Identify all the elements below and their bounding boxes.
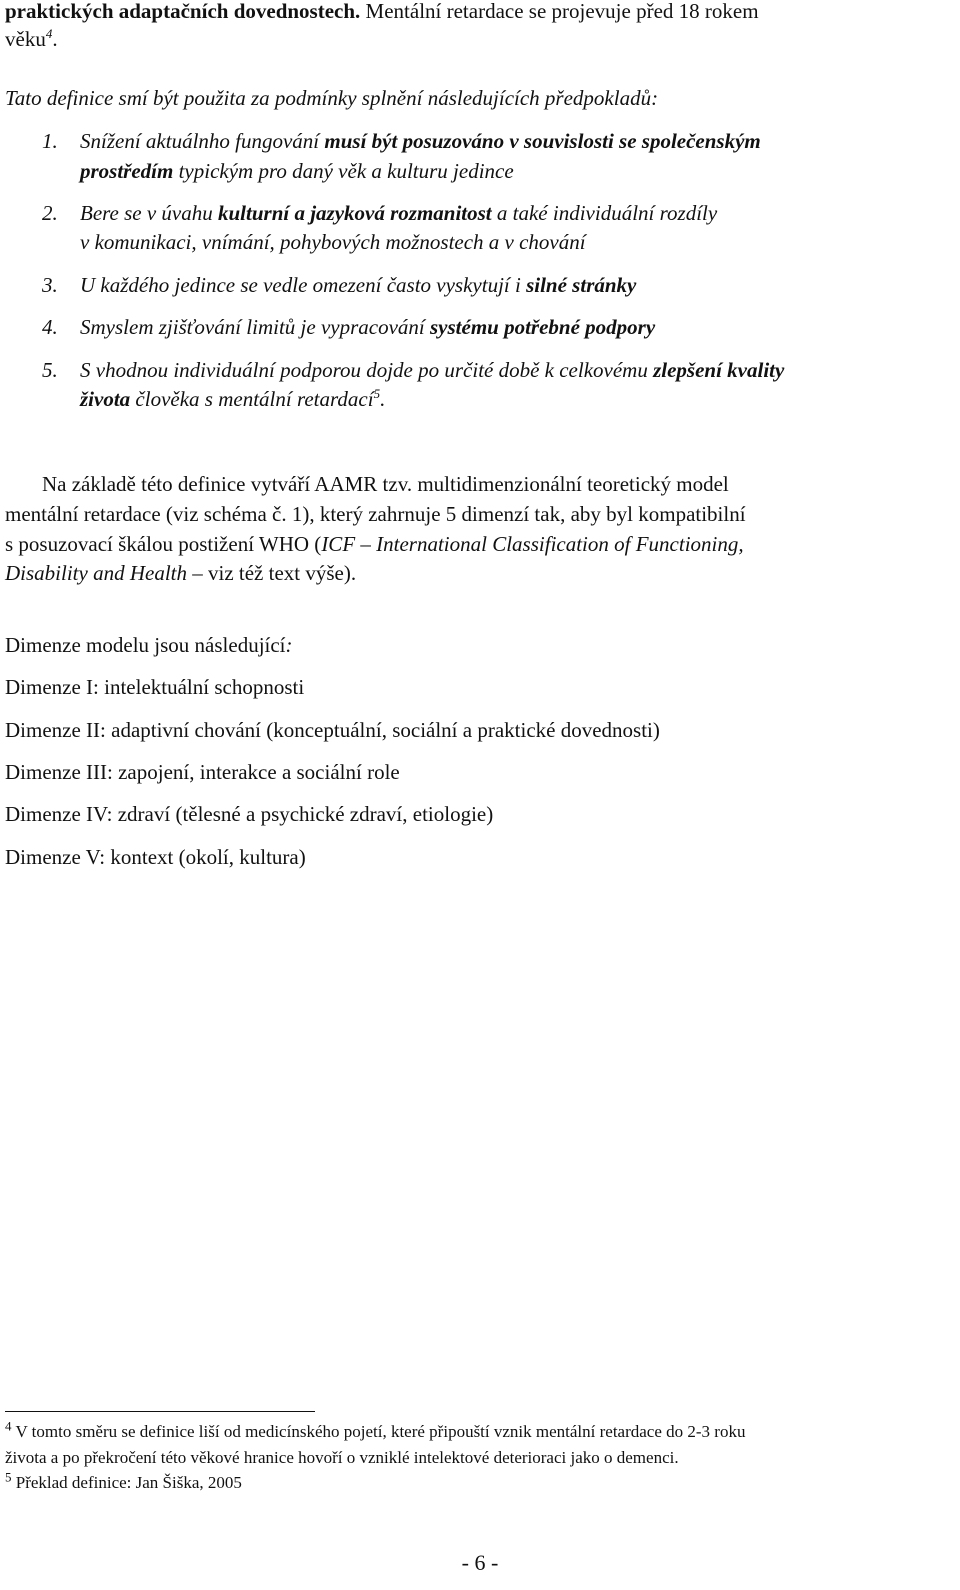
footnote-separator xyxy=(5,1411,315,1412)
footnote-ref-4: 4 xyxy=(45,26,53,41)
condition-emphasis: systému potřebné podpory xyxy=(430,315,656,339)
dimensions-heading-text: Dimenze modelu jsou následující xyxy=(5,633,286,657)
footnote-text: V tomto směru se definice liší od medicínského pojetí, které připouští vznik mentální retardace do 2-3 roku xyxy=(11,1422,746,1441)
condition-text: . xyxy=(380,387,386,411)
footnote-ref-5: 5 xyxy=(373,386,381,401)
condition-number: 3. xyxy=(42,273,58,297)
paragraph-italic-text: ICF – International Classification of Functioning, xyxy=(321,532,744,556)
condition-text: Smyslem zjišťování limitů je vypracování xyxy=(80,315,430,339)
intro-text: Mentální retardace se projevuje před 18 rokem xyxy=(360,0,759,23)
dimensions-heading xyxy=(5,631,293,660)
intro-text: věku xyxy=(5,27,46,51)
condition-text: Snížení aktuálnho fungování xyxy=(80,129,325,153)
page-number: - 6 - xyxy=(461,1550,499,1575)
condition-emphasis: života xyxy=(80,387,131,411)
dimension-4: Dimenze IV: zdraví (tělesné a psychické zdraví, etiologie) xyxy=(5,802,494,826)
condition-emphasis: kulturní a jazyková rozmanitost xyxy=(218,201,492,225)
intro-text: . xyxy=(52,27,58,51)
condition-4-line-1 xyxy=(80,313,655,342)
model-paragraph-line-1: Na základě této definice vytváří AAMR tzv. multidimenzionální teoretický model xyxy=(42,472,729,496)
condition-1-line-2 xyxy=(80,157,514,186)
dimensions-heading-colon: : xyxy=(285,633,293,657)
footnote-text: Překlad definice: Jan Šiška, 2005 xyxy=(11,1473,242,1492)
condition-text: U každého jedince se vedle omezení často vyskytují i xyxy=(80,273,527,297)
model-paragraph-line-3 xyxy=(5,530,744,559)
footnote-number: 5 xyxy=(5,1469,12,1485)
condition-text: a také individuální rozdíly xyxy=(491,201,718,225)
footnote-5-line-1 xyxy=(5,1471,242,1495)
condition-text: Bere se v úvahu xyxy=(80,201,218,225)
condition-emphasis: musí být posuzováno v souvislosti se společenským xyxy=(324,129,761,153)
dimension-5: Dimenze V: kontext (okolí, kultura) xyxy=(5,845,306,869)
condition-2-line-1 xyxy=(80,199,717,228)
model-paragraph-line-2: mentální retardace (viz schéma č. 1), který zahrnuje 5 dimenzí tak, aby byl kompatibilní xyxy=(5,502,746,526)
condition-emphasis: zlepšení kvality xyxy=(653,358,785,382)
intro-line-2 xyxy=(5,25,58,54)
intro-bold-text: praktických adaptačních dovednostech. xyxy=(5,0,361,23)
condition-text: typickým pro daný věk a kulturu jedince xyxy=(173,159,514,183)
footnote-number: 4 xyxy=(5,1418,12,1434)
condition-5-line-1 xyxy=(80,356,784,385)
condition-number: 4. xyxy=(42,315,58,339)
footnote-4-line-1 xyxy=(5,1420,745,1444)
dimension-2: Dimenze II: adaptivní chování (konceptuální, sociální a praktické dovednosti) xyxy=(5,718,660,742)
conditions-intro: Tato definice smí být použita za podmínky splnění následujících předpokladů: xyxy=(5,86,659,110)
condition-2-line-2: v komunikaci, vnímání, pohybových možnostech a v chování xyxy=(80,230,586,254)
paragraph-text: s posuzovací škálou postižení WHO ( xyxy=(5,532,322,556)
condition-number: 1. xyxy=(42,129,58,153)
condition-text: S vhodnou individuální podporou dojde po určité době k celkovému xyxy=(80,358,654,382)
condition-number: 5. xyxy=(42,358,58,382)
condition-3-line-1 xyxy=(80,271,636,300)
condition-emphasis: silné stránky xyxy=(526,273,637,297)
dimension-1: Dimenze I: intelektuální schopnosti xyxy=(5,675,305,699)
paragraph-text: – viz též text výše). xyxy=(187,561,357,585)
footnote-4-line-2: života a po překročení této věkové hranice hovoří o vzniklé intelektové deterioraci jako o demenci. xyxy=(5,1448,679,1467)
condition-1-line-1 xyxy=(80,127,761,156)
dimension-3: Dimenze III: zapojení, interakce a sociální role xyxy=(5,760,400,784)
condition-text: člověka s mentální retardací xyxy=(130,387,374,411)
model-paragraph-line-4 xyxy=(5,559,356,588)
condition-number: 2. xyxy=(42,201,58,225)
condition-5-line-2 xyxy=(80,385,385,414)
condition-emphasis: prostředím xyxy=(80,159,174,183)
paragraph-italic-text: Disability and Health xyxy=(5,561,187,585)
intro-line-1 xyxy=(5,0,759,26)
